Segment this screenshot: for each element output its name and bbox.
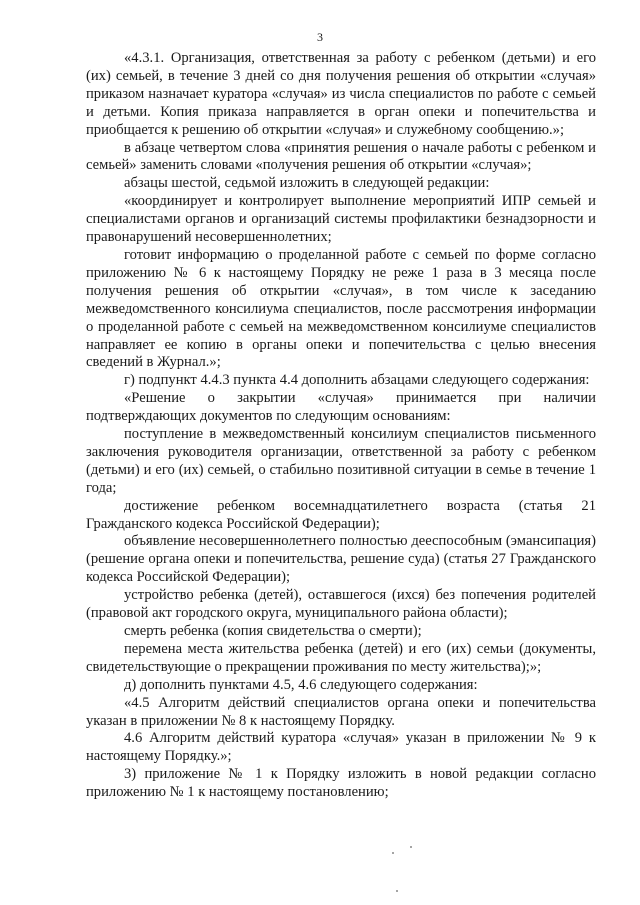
scan-speck [410,846,412,848]
paragraph: смерть ребенка (копия свидетельства о смерти); [124,623,422,639]
scan-speck [392,852,394,854]
paragraph: готовит информацию о проделанной работе с семьей по форме согласно приложению № 6 к настоящему Порядку не реже 1 раза в 3 месяца после получения решения об открытии «случая», в том числе к заседанию межведомственного консилиума специалистов, после рассмотрения информации о проделанной работе с семьей на межведомственном консилиуме специалистов направляет ее копию в органы опеки и попечительства с целью внесения сведений в Журнал.»; [86,246,596,371]
paragraph: 3) приложение № 1 к Порядку изложить в новой редакции согласно приложению № 1 к настоящему постановлению; [86,766,596,801]
paragraph: устройство ребенка (детей), оставшегося (ихся) без попечения родителей (правовой акт городского округа, муниципального района области); [86,587,596,622]
paragraph: г) подпункт 4.4.3 пункта 4.4 дополнить абзацами следующего содержания: [124,372,590,389]
paragraph: д) дополнить пунктами 4.5, 4.6 следующего содержания: [124,676,478,693]
page-number: 3 [317,30,323,44]
paragraph: 4.6 Алгоритм действий куратора «случая» указан в приложении № 9 к настоящему Порядку.»; [86,730,596,765]
scan-speck [396,890,398,892]
paragraph: достижение ребенком восемнадцатилетнего возраста (статья 21 Гражданского кодекса Российской Федерации); [86,497,596,532]
paragraph: «4.5 Алгоритм действий специалистов органа опеки и попечительства указан в приложении № 8 к настоящему Порядку. [86,694,596,729]
paragraph: объявление несовершеннолетнего полностью дееспособным (эмансипация) (решение органа опеки и попечительства, решение суда) (статья 27 Гражданского кодекса Российской Федерации); [86,533,596,586]
paragraph: поступление в межведомственный консилиум специалистов письменного заключения руководителя организации, ответственной за работу с ребенком (детьми) и его (их) семьей, о стабильно позитивной ситуации в семье в течение 1 года; [86,426,596,496]
paragraph: в абзаце четвертом слова «принятия решения о начале работы с ребенком и семьей» заменить словами «получения решения об открытии «случая»; [86,139,596,174]
paragraph: абзацы шестой, седьмой изложить в следующей редакции: [124,175,490,192]
document-body [86,50,596,802]
paragraph: «координирует и контролирует выполнение мероприятий ИПР семьей и специалистами органов и организаций системы профилактики безнадзорности и правонарушений несовершеннолетних; [86,193,596,246]
paragraph: «4.3.1. Организация, ответственная за работу с ребенком (детьми) и его (их) семьей, в течение 3 дней со дня получения решения об открытии «случая» приказом назначает куратора «случая» из числа специалистов по работе с семьей и детьми. Копия приказа направляется в орган опеки и попечительства и приобщается к решению об открытии «случая» и служебному сообщению.»; [86,50,596,138]
paragraph: перемена места жительства ребенка (детей) и его (их) семьи (документы, свидетельствующие о прекращении проживания по месту жительства);»; [86,640,596,675]
paragraph: «Решение о закрытии «случая» принимается при наличии подтверждающих документов по следующим основаниям: [86,390,596,425]
